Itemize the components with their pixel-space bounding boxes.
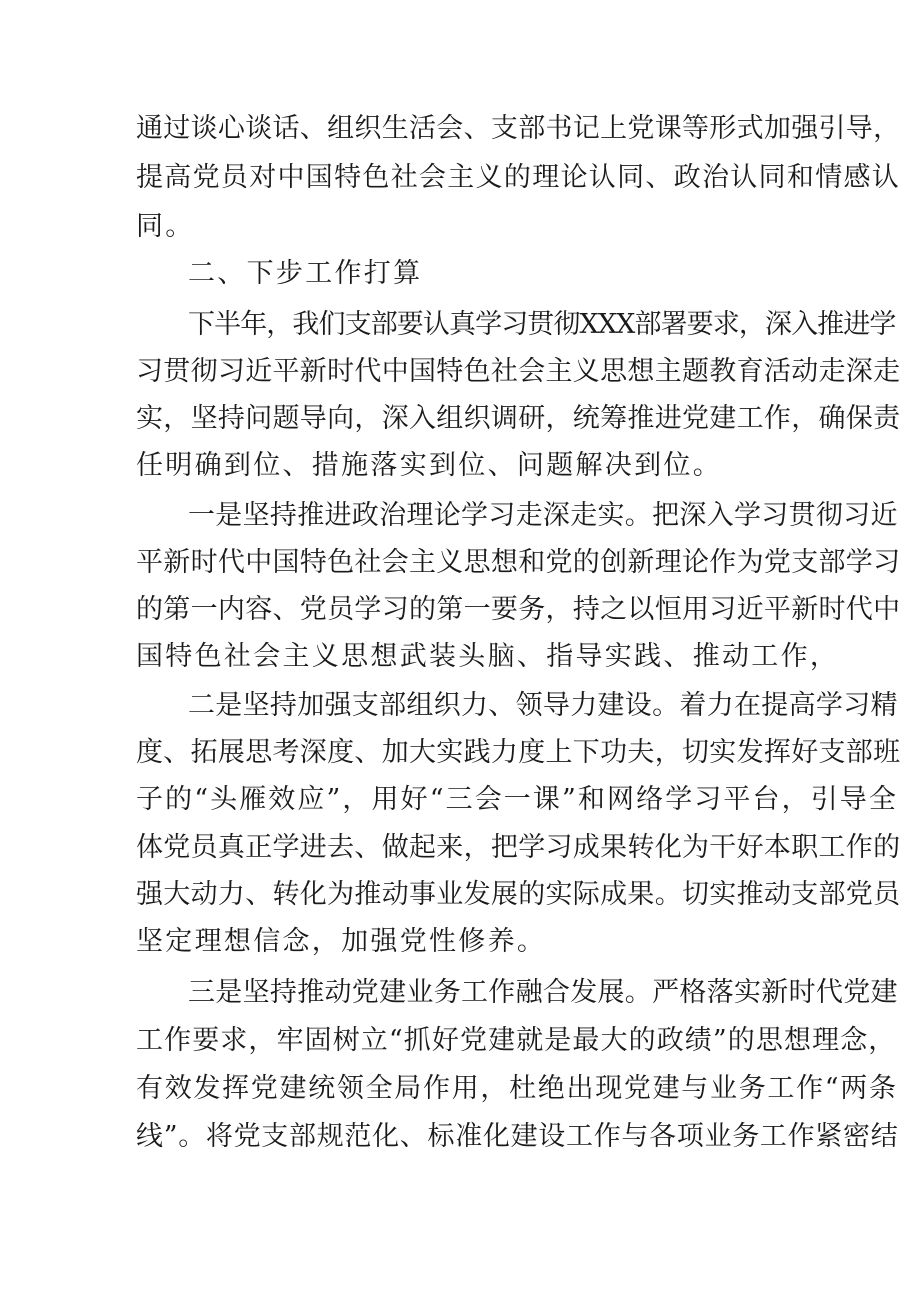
text-line bbox=[0, 917, 920, 967]
text-line bbox=[0, 775, 920, 825]
line-text: 任明确到位、措施落实到位、问题解决到位。 bbox=[136, 450, 722, 481]
text-line bbox=[0, 300, 920, 350]
line-text: 通过谈心谈话、组织生活会、支部书记上党课等形式加强引导， bbox=[136, 113, 901, 144]
line-text: 平新时代中国特色社会主义思想和党的创新理论作为党支部学习 bbox=[136, 547, 901, 578]
line-text: 的第一内容、党员学习的第一要务，持之以恒用习近平新时代中 bbox=[136, 594, 901, 625]
line-text: 子的“头雁效应”，用好“三会一课”和网络学习平台，引导全 bbox=[136, 784, 899, 815]
line-text: 强大动力、转化为推动事业发展的实际成果。切实推动支部党员 bbox=[136, 879, 901, 910]
text-line bbox=[0, 491, 920, 541]
line-text: 一是坚持推进政治理论学习走深走实。把深入学习贯彻习近 bbox=[188, 500, 898, 531]
text-line bbox=[0, 104, 920, 154]
line-text: 习贯彻习近平新时代中国特色社会主义思想主题教育活动走深走 bbox=[136, 356, 901, 387]
line-text: 坚定理想信念，加强党性修养。 bbox=[136, 926, 547, 957]
text-line bbox=[0, 153, 920, 203]
line-text: 三是坚持推动党建业务工作融合发展。严格落实新时代党建 bbox=[188, 977, 898, 1008]
line-text: 有效发挥党建统领全局作用，杜绝出现党建与业务工作“两条 bbox=[136, 1073, 898, 1104]
text-line bbox=[0, 1064, 920, 1114]
text-line bbox=[0, 394, 920, 444]
line-text: 度、拓展思考深度、加大实践力度上下功夫，切实发挥好支部班 bbox=[136, 737, 901, 768]
line-text: 二是坚持加强支部组织力、领导力建设。着力在提高学习精 bbox=[188, 690, 898, 721]
line-text: 国特色社会主义思想武装头脑、指导实践、推动工作， bbox=[136, 641, 840, 672]
text-line bbox=[0, 728, 920, 778]
text-line bbox=[0, 823, 920, 873]
line-text: 实，坚持问题导向，深入组织调研，统筹推进党建工作，确保责 bbox=[136, 403, 901, 434]
text-line bbox=[0, 441, 920, 491]
line-text: 工作要求，牢固树立“抓好党建就是最大的政绩”的思想理念， bbox=[136, 1025, 897, 1056]
line-text: 体党员真正学进去、做起来，把学习成果转化为干好本职工作的 bbox=[136, 832, 901, 863]
line-text: 下半年，我们支部要认真学习贯彻XXX部署要求，深入推进学 bbox=[188, 309, 896, 340]
heading-text: 二、下步工作打算 bbox=[188, 258, 423, 289]
text-line bbox=[0, 538, 920, 588]
text-line bbox=[0, 202, 920, 252]
line-text: 同。 bbox=[136, 211, 195, 242]
line-text: 提高党员对中国特色社会主义的理论认同、政治认同和情感认 bbox=[136, 162, 901, 193]
text-line bbox=[0, 1112, 920, 1162]
line-text: 线”。将党支部规范化、标准化建设工作与各项业务工作紧密结 bbox=[136, 1121, 899, 1152]
text-line bbox=[0, 347, 920, 397]
text-line bbox=[0, 681, 920, 731]
text-line bbox=[0, 585, 920, 635]
text-line bbox=[0, 632, 920, 682]
text-line bbox=[0, 1016, 920, 1066]
text-line bbox=[0, 968, 920, 1018]
text-line bbox=[0, 870, 920, 920]
section-heading bbox=[0, 249, 920, 299]
